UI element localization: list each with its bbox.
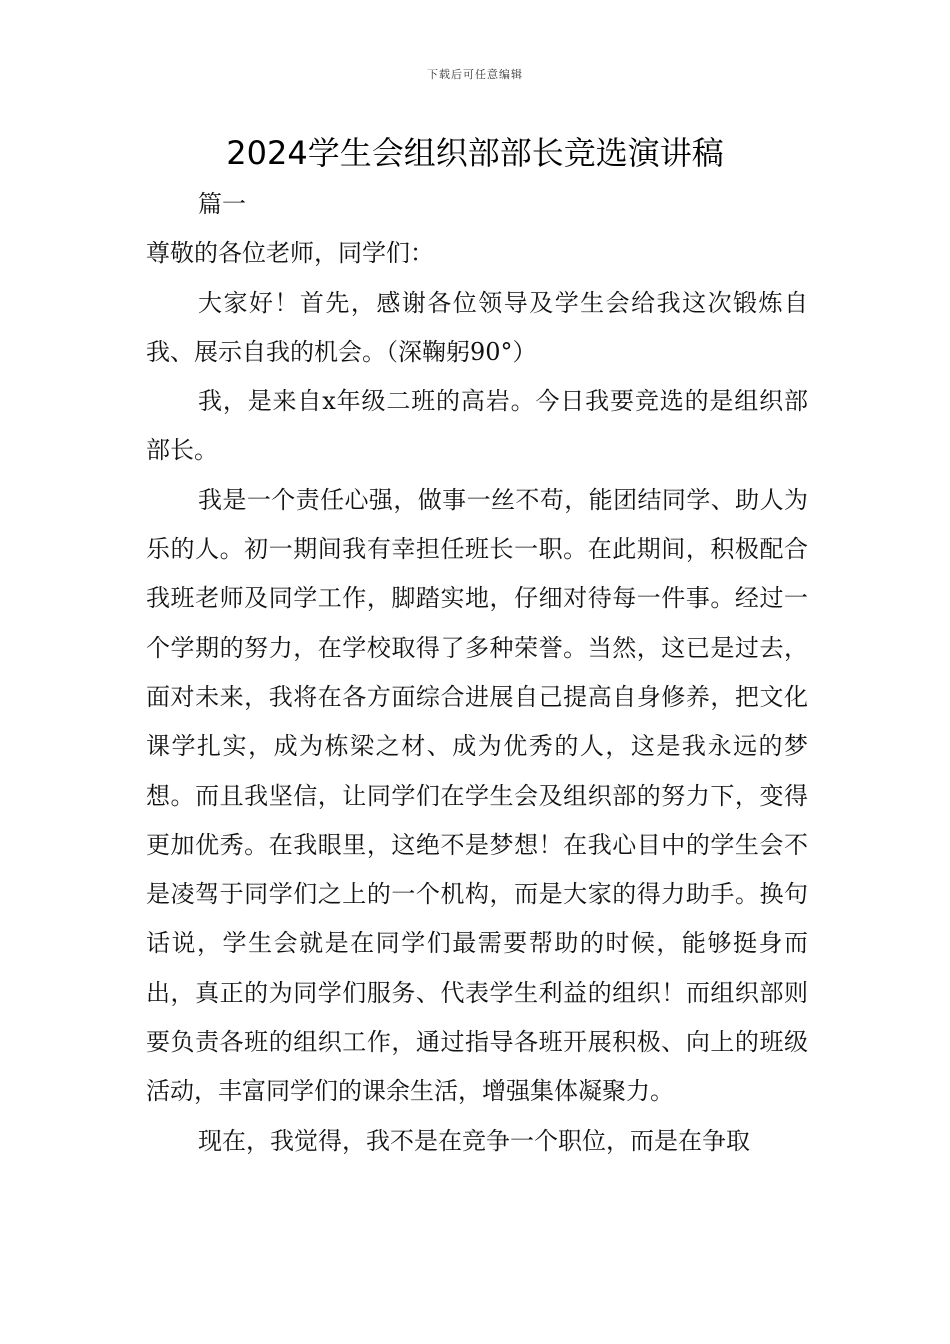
salutation: 尊敬的各位老师，同学们： <box>146 239 434 268</box>
document-body <box>146 180 808 1166</box>
paragraph-1: 大家好！首先，感谢各位领导及学生会给我这次锻炼自我、展示自我的机会。（深鞠躬90°） <box>146 288 808 366</box>
paragraph-3: 我是一个责任心强，做事一丝不苟，能团结同学、助人为乐的人。初一期间我有幸担任班长一职。在此期间，积极配合我班老师及同学工作，脚踏实地，仔细对待每一件事。经过一个学期的努力，在学校取得了多种荣誉。当然，这已是过去，面对未来，我将在各方面综合进展自己提高自身修养，把文化课学扎实，成为栋梁之材、成为优秀的人，这是我永远的梦想。而且我坚信，让同学们在学生会及组织部的努力下，变得更加优秀。在我眼里，这绝不是梦想！在我心目中的学生会不是凌驾于同学们之上的一个机构，而是大家的得力助手。换句话说，学生会就是在同学们最需要帮助的时候，能够挺身而出，真正的为同学们服务、代表学生利益的组织！而组织部则要负责各班的组织工作，通过指导各班开展积极、向上的班级活动，丰富同学们的课余生活，增强集体凝聚力。 <box>146 485 808 1106</box>
paragraph-2: 我，是来自x年级二班的高岩。今日我要竞选的是组织部部长。 <box>146 387 808 465</box>
section-label: 篇一 <box>198 190 246 218</box>
header-note: 下载后可任意编辑 <box>427 68 523 81</box>
document-title: 2024学生会组织部部长竞选演讲稿 <box>226 134 724 172</box>
paragraph-4: 现在，我觉得，我不是在竞争一个职位，而是在争取 <box>198 1126 750 1155</box>
